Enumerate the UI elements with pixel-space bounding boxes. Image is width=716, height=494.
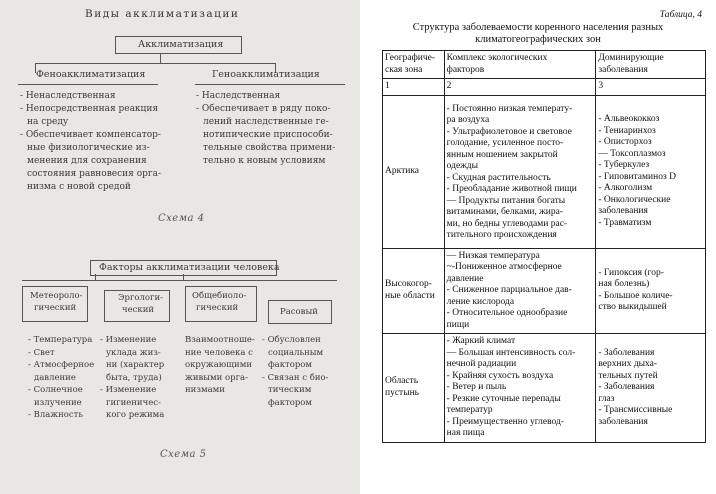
schema5-cat3-line: гический bbox=[196, 303, 239, 313]
schema5-col3-item: низмами bbox=[185, 385, 225, 395]
factor-line: температур bbox=[446, 405, 493, 415]
table-row bbox=[383, 95, 706, 248]
header-text: заболевания bbox=[598, 64, 648, 75]
factor-line: - Ветер и пыль bbox=[446, 382, 507, 392]
connector bbox=[160, 53, 161, 63]
header-zone bbox=[383, 51, 445, 79]
schema5-col4-item: социальным bbox=[268, 347, 324, 358]
schema5-col1-item: - Солнечное bbox=[28, 385, 83, 395]
table-row bbox=[383, 334, 706, 443]
zone-cell bbox=[383, 95, 445, 248]
diseases-cell bbox=[596, 95, 706, 248]
factor-line: - Скудная растительность bbox=[446, 172, 551, 183]
schema5-col1-item: - Влажность bbox=[28, 410, 83, 420]
schema5-col2-item: уклада жиз- bbox=[106, 347, 161, 358]
schema4-left-item: - Обеспечивает компенсатор- bbox=[20, 130, 161, 140]
header-text: Комплекс экологических bbox=[446, 53, 548, 63]
schema5-col3-item: живыми орга- bbox=[185, 372, 248, 383]
disease-line: заболевания bbox=[598, 206, 648, 216]
zone-cell bbox=[383, 248, 445, 334]
factor-line: нечной радиации bbox=[446, 359, 517, 369]
schema5-col2-item: - Изменение bbox=[100, 385, 157, 395]
factors-cell bbox=[444, 95, 596, 248]
disease-line: - Алкоголизм bbox=[598, 183, 653, 193]
disease-line: - Травматизм bbox=[598, 217, 652, 228]
schema5-col4-item: тическим bbox=[268, 385, 312, 395]
schema4-right-item: - Наследственная bbox=[196, 91, 281, 101]
schema5-col3-item: окружающими bbox=[185, 360, 253, 370]
factors-cell bbox=[444, 334, 596, 443]
factor-line: - Резкие суточные перепады bbox=[446, 393, 561, 404]
schema5-col1-item: - Температура bbox=[28, 335, 93, 345]
factor-line: - Жаркий климат bbox=[446, 336, 516, 346]
factor-line: - Преимущественно углевод- bbox=[446, 416, 564, 427]
zone-cell bbox=[383, 334, 445, 443]
schema4-left-item: - Ненаследственная bbox=[20, 91, 116, 101]
table-number-row bbox=[383, 79, 706, 96]
schema5-col4-item: - Обусловлен bbox=[262, 335, 321, 345]
schema5-col1-item: излучение bbox=[34, 397, 82, 408]
disease-line: — Токсоплазмоз bbox=[598, 148, 666, 159]
morbidity-table bbox=[382, 50, 706, 443]
schema4-left-item: ные физиологические из- bbox=[27, 143, 150, 153]
factor-line: тительного происхождения bbox=[446, 230, 557, 240]
factor-line: — Большая интенсивность сол- bbox=[446, 347, 576, 358]
header-diseases bbox=[596, 51, 706, 79]
factor-line: давление bbox=[446, 273, 484, 284]
schema5-cat2 bbox=[118, 292, 163, 316]
disease-line: ная болезнь) bbox=[598, 279, 650, 290]
factor-line: - Крайняя сухость воздуха bbox=[446, 370, 554, 381]
disease-line: - Онкологические bbox=[598, 194, 671, 205]
factor-line: ная пища bbox=[446, 428, 485, 438]
disease-line: верхних дыха- bbox=[598, 359, 658, 369]
schema5-col3-item: Взаимоотноше- bbox=[185, 335, 255, 345]
factor-line: янным ношением закрытой bbox=[446, 149, 558, 160]
schema4-right-item: лений наследственные ге- bbox=[203, 117, 329, 127]
schema4-left-item: - Непосредственная реакция bbox=[20, 104, 159, 114]
zone-text: ные области bbox=[385, 290, 435, 301]
disease-line: заболевания bbox=[598, 416, 648, 427]
schema5-cat3 bbox=[192, 290, 246, 314]
disease-line: - Гиповитаминоз D bbox=[598, 171, 676, 182]
header-text: ская зона bbox=[385, 64, 423, 75]
factor-line: - Ультрафиолетовое и световое bbox=[446, 126, 572, 137]
schema4-left-item: состояния равновесия орга- bbox=[27, 169, 161, 179]
schema4-left-list bbox=[20, 90, 161, 194]
col-number: 1 bbox=[383, 79, 445, 96]
disease-line: - Заболевания bbox=[598, 347, 655, 358]
schema4-root: Акклиматизация bbox=[138, 39, 224, 50]
factor-line: голодание, усиленное посто- bbox=[446, 138, 564, 148]
schema5-col2-item: гигиеничес- bbox=[106, 397, 161, 408]
schema4-right-item: нотипические приспособи- bbox=[203, 130, 333, 140]
schema4-right-item: тельно к новым условиям bbox=[203, 156, 326, 166]
table-number: Таблица, 4 bbox=[659, 10, 702, 20]
schema5-col4-item: фактором bbox=[268, 360, 313, 370]
diseases-cell bbox=[596, 248, 706, 334]
diseases-cell bbox=[596, 334, 706, 443]
schema5-cat4: Расовый bbox=[280, 307, 318, 317]
factor-line: ление кислорода bbox=[446, 296, 515, 307]
schema5-col1 bbox=[28, 334, 94, 422]
schema4-right-list bbox=[196, 90, 335, 168]
schema4-left-item: на среду bbox=[27, 117, 69, 127]
table-header-row bbox=[383, 51, 706, 79]
factor-line: витаминами, белками, жира- bbox=[446, 207, 563, 217]
factor-line: — Низкая температура bbox=[446, 250, 540, 261]
factor-line: - Относительное однообразие bbox=[446, 308, 568, 318]
zone-text: пустынь bbox=[385, 387, 420, 398]
factors-cell bbox=[444, 248, 596, 334]
connector bbox=[183, 274, 184, 280]
schema4-right-item: - Обеспечивает в ряду поко- bbox=[196, 104, 331, 114]
schema5-col1-item: - Атмосферное bbox=[28, 360, 95, 370]
col-number: 3 bbox=[596, 79, 706, 96]
connector bbox=[35, 63, 275, 64]
schema4-caption: Схема 4 bbox=[158, 213, 205, 224]
underline bbox=[18, 84, 158, 85]
schema5-caption: Схема 5 bbox=[160, 449, 207, 460]
factor-line: - Постоянно низкая температу- bbox=[446, 103, 573, 114]
disease-line: - Туберкулез bbox=[598, 160, 650, 170]
disease-line: - Трансмиссивные bbox=[598, 405, 673, 415]
factor-line: ми, но бедны углеводами рас- bbox=[446, 218, 568, 229]
schema5-cat1 bbox=[30, 290, 83, 314]
schema5-cat3-line: Общебиоло- bbox=[192, 291, 247, 301]
disease-line: - Альвеококкоз bbox=[598, 114, 660, 124]
caption-line: климатогеографических зон bbox=[475, 34, 601, 45]
disease-line: - Заболевания bbox=[598, 382, 655, 392]
connector bbox=[95, 274, 96, 280]
schema5-col2-item: ни (характер bbox=[106, 360, 165, 370]
disease-line: - Тениаринхоз bbox=[598, 125, 656, 136]
zone-text: Область bbox=[385, 376, 419, 387]
schema5-col2-item: - Изменение bbox=[100, 335, 157, 345]
schema4-left-item: низма с новой средой bbox=[27, 182, 131, 192]
connector bbox=[22, 280, 337, 281]
factor-line: пищи bbox=[446, 319, 470, 330]
disease-line: ство выкидышей bbox=[598, 302, 667, 313]
schema5-col4-item: фактором bbox=[268, 397, 313, 408]
schema5-col3 bbox=[185, 334, 255, 397]
schema4-right-item: тельные свойства примени- bbox=[203, 143, 336, 153]
schema5-col1-item: давление bbox=[34, 372, 76, 383]
caption-line: Структура заболеваемости коренного населения разных bbox=[412, 22, 664, 33]
right-page bbox=[360, 0, 716, 494]
disease-line: глаз bbox=[598, 393, 615, 404]
schema5-cat2-line: ческий bbox=[122, 305, 155, 315]
disease-line: - Описторхоз bbox=[598, 137, 652, 147]
schema5-col4-item: - Связан с био- bbox=[262, 372, 329, 383]
factor-line: ра воздуха bbox=[446, 115, 490, 125]
factor-line: - Сниженное парциальное дав- bbox=[446, 285, 572, 295]
header-text: Географиче- bbox=[385, 53, 435, 63]
schema4-left-item: менения для сохранения bbox=[27, 156, 147, 166]
schema5-cat1-line: Метеороло- bbox=[30, 291, 83, 301]
schema4-title: Виды акклиматизации bbox=[85, 8, 240, 20]
zone-text: Арктика bbox=[385, 165, 420, 176]
schema5-cat2-line: Эргологи- bbox=[118, 293, 164, 303]
table-row bbox=[383, 248, 706, 334]
factor-line: ~-Пониженное атмосферное bbox=[446, 262, 562, 272]
col-number: 2 bbox=[444, 79, 596, 96]
schema5-col3-item: ние человека с bbox=[185, 347, 253, 358]
header-text: Доминирующие bbox=[598, 53, 664, 63]
schema5-col4 bbox=[262, 334, 329, 409]
header-text: факторов bbox=[446, 64, 485, 75]
disease-line: - Большое количе- bbox=[598, 290, 673, 301]
schema5-root: Факторы акклиматизации человека bbox=[99, 262, 280, 273]
schema5-col1-item: - Свет bbox=[28, 347, 55, 358]
schema5-col2-item: кого режима bbox=[106, 410, 165, 420]
schema4-branch-left: Феноакклиматизация bbox=[36, 69, 146, 80]
schema4-branch-right: Генoакклиматизация bbox=[212, 69, 320, 80]
schema5-col2 bbox=[100, 334, 164, 422]
factor-line: одежды bbox=[446, 161, 478, 171]
schema5-col2-item: быта, труда) bbox=[106, 372, 162, 383]
zone-text: Высокогор- bbox=[385, 279, 432, 290]
disease-line: - Гипоксия (гор- bbox=[598, 267, 664, 278]
table-caption bbox=[360, 22, 716, 46]
factor-line: - Преобладание животной пищи bbox=[446, 184, 577, 194]
header-factors bbox=[444, 51, 596, 79]
disease-line: тельных путей bbox=[598, 370, 658, 381]
underline bbox=[195, 84, 345, 85]
schema5-cat1-line: гический bbox=[34, 303, 77, 313]
factor-line: — Продукты питания богаты bbox=[446, 195, 566, 206]
